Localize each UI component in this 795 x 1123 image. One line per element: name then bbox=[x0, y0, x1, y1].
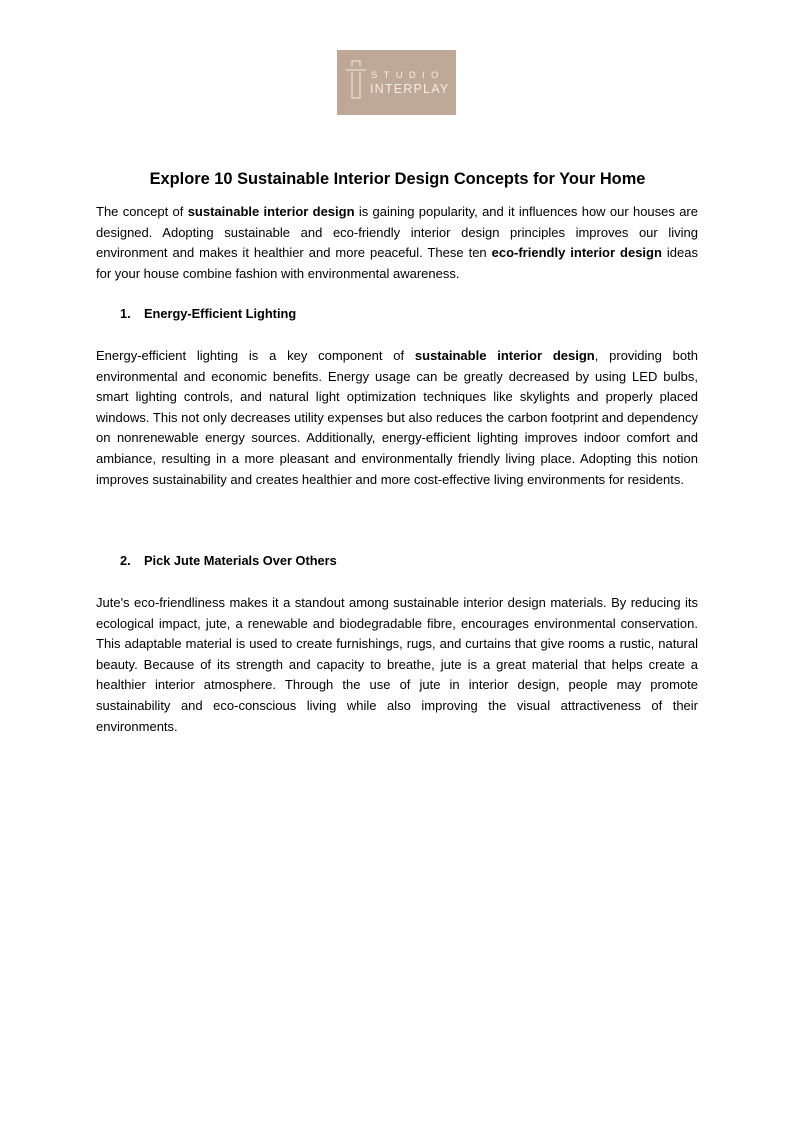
section-heading-1: 1. Energy-Efficient Lighting bbox=[120, 306, 297, 321]
logo-text-interplay: INTERPLAY bbox=[370, 82, 450, 96]
studio-interplay-logo bbox=[337, 50, 456, 115]
section-1-paragraph: Energy-efficient lighting is a key component of sustainable interior design, providing both environmental and economic benefits. Energy usage can be greatly decreased by using LED bulbs, smart lighting controls, and natural light optimization techniques like skylights and properly placed windows. This not only decreases utility expenses but also reduces the carbon footprint and dependency on nonrenewable energy sources. Additionally, energy-efficient lighting improves indoor comfort and ambiance, resulting in a more pleasant and environmentally friendly living place. Adopting this notion improves sustainability and creates healthier and more cost-effective living environments for residents. bbox=[96, 348, 698, 487]
bold-phrase: sustainable interior design bbox=[414, 348, 595, 363]
logo-mark-icon bbox=[345, 58, 367, 108]
section-2-paragraph: Jute's eco-friendliness makes it a standout among sustainable interior design materials. By reducing its ecological impact, jute, a renewable and biodegradable fibre, encourages environmental conservation. This adaptable material is used to create furnishings, rugs, and curtains that give rooms a rustic, natural beauty. Because of its strength and capacity to breathe, jute is a great material that helps create a healthier interior atmosphere. Through the use of jute in interior design, people may promote sustainability and eco-conscious living while also improving the visual attractiveness of their environments. bbox=[96, 595, 698, 734]
logo-text-studio: STUDIO bbox=[371, 70, 445, 81]
section-heading-2: 2. Pick Jute Materials Over Others bbox=[120, 553, 337, 568]
intro-paragraph: The concept of sustainable interior design is gaining popularity, and it influences how our houses are designed. Adopting sustainable and eco-friendly interior design principles improves our living environment and makes it healthier and more peaceful. These ten eco-friendly interior design ideas for your house combine fashion with environmental awareness. bbox=[96, 204, 698, 281]
document-title: Explore 10 Sustainable Interior Design Concepts for Your Home bbox=[149, 170, 646, 188]
bold-phrase: sustainable interior design bbox=[187, 204, 355, 219]
bold-phrase: eco-friendly interior design bbox=[491, 245, 662, 261]
